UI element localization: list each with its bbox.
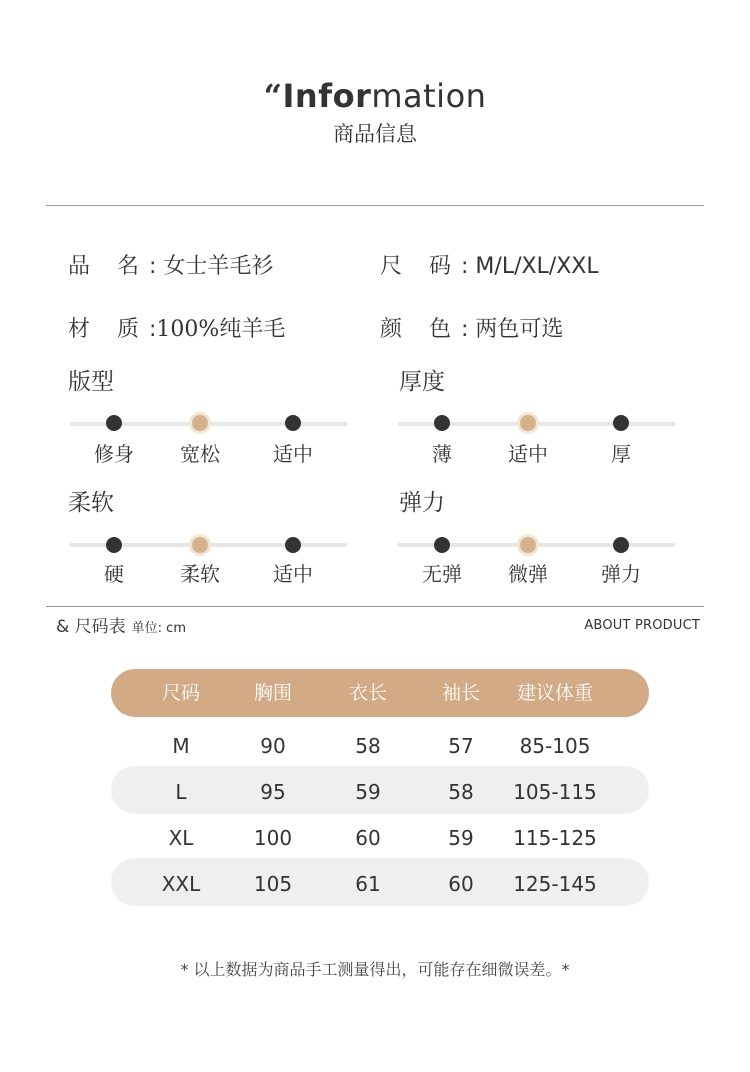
info-color-label: 颜 色 (380, 317, 461, 342)
table-cell: 90 (260, 734, 286, 758)
scale-dot-softness-2 (285, 537, 301, 553)
table-cell: 58 (355, 734, 381, 758)
table-cell: 105 (253, 872, 293, 896)
info-size (380, 252, 599, 282)
scale-option: 无弹 (422, 562, 462, 586)
scale-option: 薄 (432, 442, 452, 466)
table-cell: 58 (448, 780, 474, 804)
info-material (68, 315, 285, 345)
divider-top (46, 205, 704, 206)
scale-option: 硬 (104, 562, 124, 586)
colon: : (149, 254, 157, 279)
size-chart-title-text: & 尺码表 (56, 617, 126, 637)
table-cell: 60 (448, 872, 474, 896)
info-size-value: M/L/XL/XXL (475, 254, 599, 279)
scale-dot-thickness-0 (434, 415, 450, 431)
scale-title-softness: 柔软 (68, 490, 114, 516)
table-cell: 85-105 (519, 734, 591, 758)
table-cell: 57 (448, 734, 474, 758)
table-cell: 105-115 (513, 780, 597, 804)
info-color-value: 两色可选 (475, 317, 564, 342)
table-cell: 100 (253, 826, 293, 850)
colon: : (461, 317, 469, 342)
scale-title-elasticity: 弹力 (399, 490, 445, 516)
colon: : (149, 317, 157, 342)
scale-title-fit: 版型 (68, 369, 114, 395)
table-header-cell: 袖长 (441, 682, 480, 704)
scale-option: 微弹 (508, 562, 548, 586)
scale-option: 修身 (94, 442, 134, 466)
scale-dot-fit-2 (285, 415, 301, 431)
scale-title-thickness: 厚度 (399, 369, 445, 395)
size-chart-unit: 单位: cm (131, 621, 186, 636)
scale-option: 适中 (508, 442, 548, 466)
about-product-label: ABOUT PRODUCT (584, 618, 700, 633)
scale-dot-softness-0 (106, 537, 122, 553)
quote-mark: “ (263, 77, 283, 115)
table-header-cell: 胸围 (253, 682, 292, 704)
table-header-cell: 尺码 (161, 682, 200, 704)
measurement-footnote: * 以上数据为商品手工测量得出，可能存在细微误差。* (180, 960, 570, 979)
scale-option: 弹力 (601, 562, 641, 586)
table-cell: 115-125 (513, 826, 597, 850)
divider-middle (46, 606, 704, 607)
colon: : (461, 254, 469, 279)
scale-option: 适中 (273, 442, 313, 466)
scale-dot-elasticity-0 (434, 537, 450, 553)
scale-dot-fit-0 (106, 415, 122, 431)
size-chart-title (56, 615, 186, 641)
table-cell: L (175, 780, 187, 804)
info-color (380, 315, 563, 345)
info-material-label: 材 质 (68, 317, 149, 342)
table-cell: 95 (260, 780, 286, 804)
scale-dot-elasticity-1-selected (520, 537, 536, 553)
table-cell: 125-145 (513, 872, 597, 896)
scale-dot-softness-1-selected (192, 537, 208, 553)
table-cell: 59 (355, 780, 381, 804)
table-cell: 59 (448, 826, 474, 850)
table-cell: XXL (161, 872, 201, 896)
scale-option: 厚 (611, 442, 631, 466)
scale-option: 适中 (273, 562, 313, 586)
scale-dot-fit-1-selected (192, 415, 208, 431)
title-block (0, 76, 750, 148)
title-light: mation (371, 77, 487, 115)
info-name-label: 品 名 (68, 254, 149, 279)
scale-option: 宽松 (180, 442, 220, 466)
table-cell: XL (168, 826, 194, 850)
info-size-label: 尺 码 (380, 254, 461, 279)
title-bold: Infor (282, 77, 372, 115)
table-cell: 60 (355, 826, 381, 850)
table-header-cell: 建议体重 (516, 682, 593, 704)
table-cell: 61 (355, 872, 381, 896)
table-cell: M (172, 734, 190, 758)
info-material-value: 100%纯羊毛 (156, 317, 286, 342)
scale-dot-elasticity-2 (613, 537, 629, 553)
table-header-cell: 衣长 (348, 682, 387, 704)
info-name (68, 252, 273, 282)
scale-dot-thickness-1-selected (520, 415, 536, 431)
page-subtitle: 商品信息 (333, 122, 417, 146)
scale-dot-thickness-2 (613, 415, 629, 431)
page-title (0, 76, 750, 116)
info-name-value: 女士羊毛衫 (163, 254, 274, 279)
scale-option: 柔软 (180, 562, 220, 586)
